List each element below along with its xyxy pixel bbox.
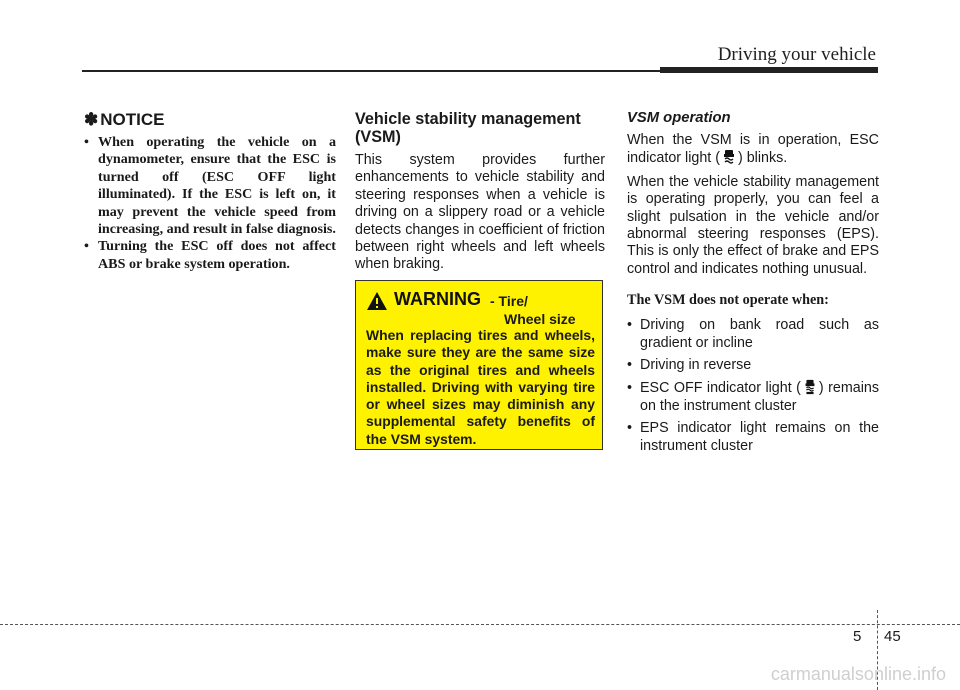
- vsm-operation-title: VSM operation: [627, 110, 731, 126]
- header-rule-thick: [660, 67, 878, 73]
- notice-item: • Turning the ESC off does not affect ABS or brake system operation.: [84, 238, 336, 272]
- footer-rule: [0, 624, 960, 625]
- esc-indicator-icon: [722, 149, 736, 165]
- vsm-body: This system provides further enhancements to vehicle stability and steering responses when a vehicle is driving on a slippery road or a vehicle detects changes in coefficient of friction between right wheels and left wheels when braking.: [355, 152, 605, 273]
- notice-item: • When operating the vehicle on a dynamometer, ensure that the ESC is turned off (ESC OFF light illuminated). If the ESC is left on, it may prevent the vehicle speed from increasing, and result in false diagnosis.: [84, 134, 336, 238]
- column-vsm-operation: [627, 110, 879, 460]
- warning-subtitle-line2: Wheel size: [504, 311, 576, 327]
- notice-heading: [84, 110, 336, 130]
- list-item: • EPS indicator light remains on the instrument cluster: [627, 420, 879, 454]
- notice-title: NOTICE: [100, 110, 165, 129]
- notice-star-icon: ✽: [84, 110, 99, 129]
- vsm-operation-p2: When the vehicle stability management is operating properly, you can feel a slight pulsation in the vehicle and/or abnormal steering responses (EPS). This is only the effect of brake and EPS control and indicates nothing unusual.: [627, 173, 879, 277]
- vsm-not-operate-title: The VSM does not operate when:: [627, 292, 829, 309]
- warning-word: WARNING: [394, 289, 481, 309]
- list-item: • Driving in reverse: [627, 357, 752, 374]
- vsm-not-operate-list: [627, 317, 879, 455]
- header-rule-thin: [82, 70, 660, 72]
- vsm-title: Vehicle stability management (VSM): [355, 110, 581, 146]
- esc-off-indicator-icon: [803, 379, 817, 395]
- list-item: • ESC OFF indicator light ( ) remains on the instrument cluster: [627, 380, 879, 414]
- warning-subtitle-line1: - Tire/: [490, 293, 528, 309]
- chapter-number: 5: [853, 628, 862, 645]
- notice-list: [84, 134, 336, 273]
- warning-box: [355, 280, 603, 450]
- page-number: 45: [884, 628, 901, 645]
- warning-heading: [366, 289, 596, 329]
- column-vsm: [355, 110, 605, 280]
- page-header-title: Driving your vehicle: [717, 44, 876, 65]
- warning-text: When replacing tires and wheels, make sure they are the same size as the original tires and wheels installed. Driving with varying tire or wheel sizes may diminish any supplemental safety benefits of the VSM system.: [366, 327, 595, 447]
- watermark: carmanualsonline.info: [770, 664, 946, 684]
- vsm-operation-p1: When the VSM is in operation, ESC indicator light ( ) blinks.: [627, 132, 879, 167]
- list-item: • Driving on bank road such as gradient or incline: [627, 317, 879, 351]
- column-notice: [84, 110, 336, 273]
- warning-triangle-icon: [366, 291, 388, 311]
